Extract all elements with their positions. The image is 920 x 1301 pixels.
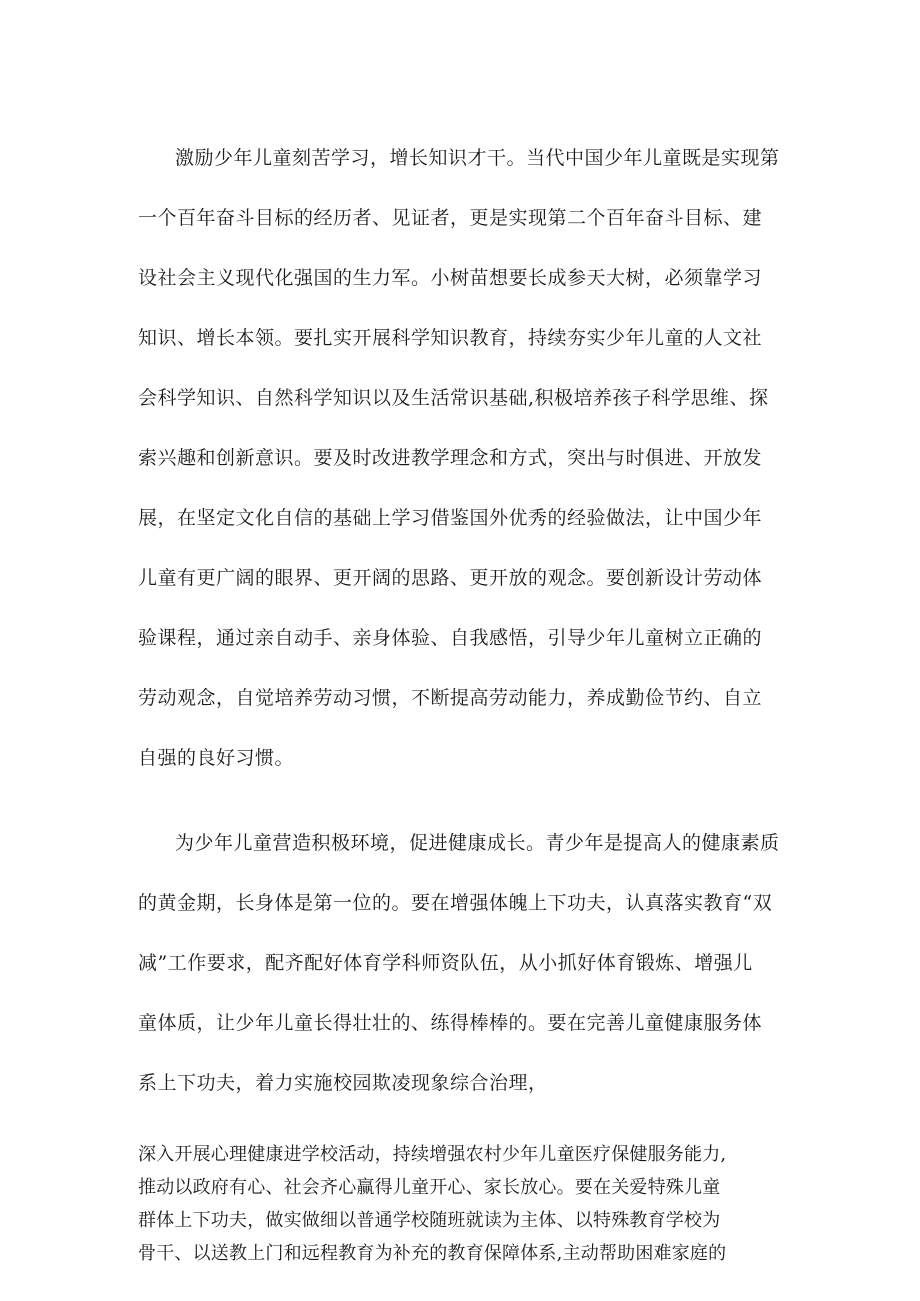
paragraph-line: 推动以政府有心、社会齐心赢得儿童开心、家长放心。要在关爱特殊儿童 <box>138 1177 721 1198</box>
paragraph-line: 深入开展心理健康进学校活动，持续增强农村少年儿童医疗保健服务能力, <box>138 1144 727 1165</box>
paragraph-line: 激励少年儿童刻苦学习，增长知识才干。当代中国少年儿童既是实现第 <box>175 147 780 169</box>
paragraph-line: 为少年儿童营造积极环境，促进健康成长。青少年是提高人的健康素质 <box>175 832 780 854</box>
paragraph-line: 自强的良好习惯。 <box>138 747 295 769</box>
paragraph-line: 展，在坚定文化自信的基础上学习借鉴国外优秀的经验做法，让中国少年 <box>138 507 763 529</box>
paragraph-line: 骨干、以送教上门和远程教育为补充的教育保障体系,主动帮助困难家庭的 <box>138 1243 727 1264</box>
paragraph-line: 验课程，通过亲自动手、亲身体验、自我感悟，引导少年儿童树立正确的 <box>138 627 763 649</box>
paragraph-line: 系上下功夫，着力实施校园欺凌现象综合治理， <box>138 1072 548 1094</box>
paragraph-line: 的黄金期，长身体是第一位的。要在增强体魄上下功夫，认真落实教育“双 <box>138 892 773 914</box>
paragraph-line: 童体质，让少年儿童长得壮壮的、练得棒棒的。要在完善儿童健康服务体 <box>138 1012 763 1034</box>
paragraph-line: 减”工作要求，配齐配好体育学科师资队伍，从小抓好体育锻炼、增强儿 <box>138 952 753 974</box>
paragraph-line: 劳动观念，自觉培养劳动习惯，不断提高劳动能力，养成勤俭节约、自立 <box>138 687 763 709</box>
paragraph-line: 索兴趣和创新意识。要及时改进教学理念和方式，突出与时俱进、开放发 <box>138 447 763 469</box>
paragraph-line: 群体上下功夫，做实做细以普通学校随班就读为主体、以特殊教育学校为 <box>138 1210 721 1231</box>
paragraph-line: 一个百年奋斗目标的经历者、见证者，更是实现第二个百年奋斗目标、建 <box>138 207 763 229</box>
paragraph-line: 知识、增长本领。要扎实开展科学知识教育，持续夯实少年儿童的人文社 <box>138 327 763 349</box>
paragraph-line: 会科学知识、自然科学知识以及生活常识基础,积极培养孩子科学思维、探 <box>138 387 769 409</box>
paragraph-line: 儿童有更广阔的眼界、更开阔的思路、更开放的观念。要创新设计劳动体 <box>138 567 763 589</box>
paragraph-line: 设社会主义现代化强国的生力军。小树苗想要长成参天大树，必须靠学习 <box>138 267 763 289</box>
